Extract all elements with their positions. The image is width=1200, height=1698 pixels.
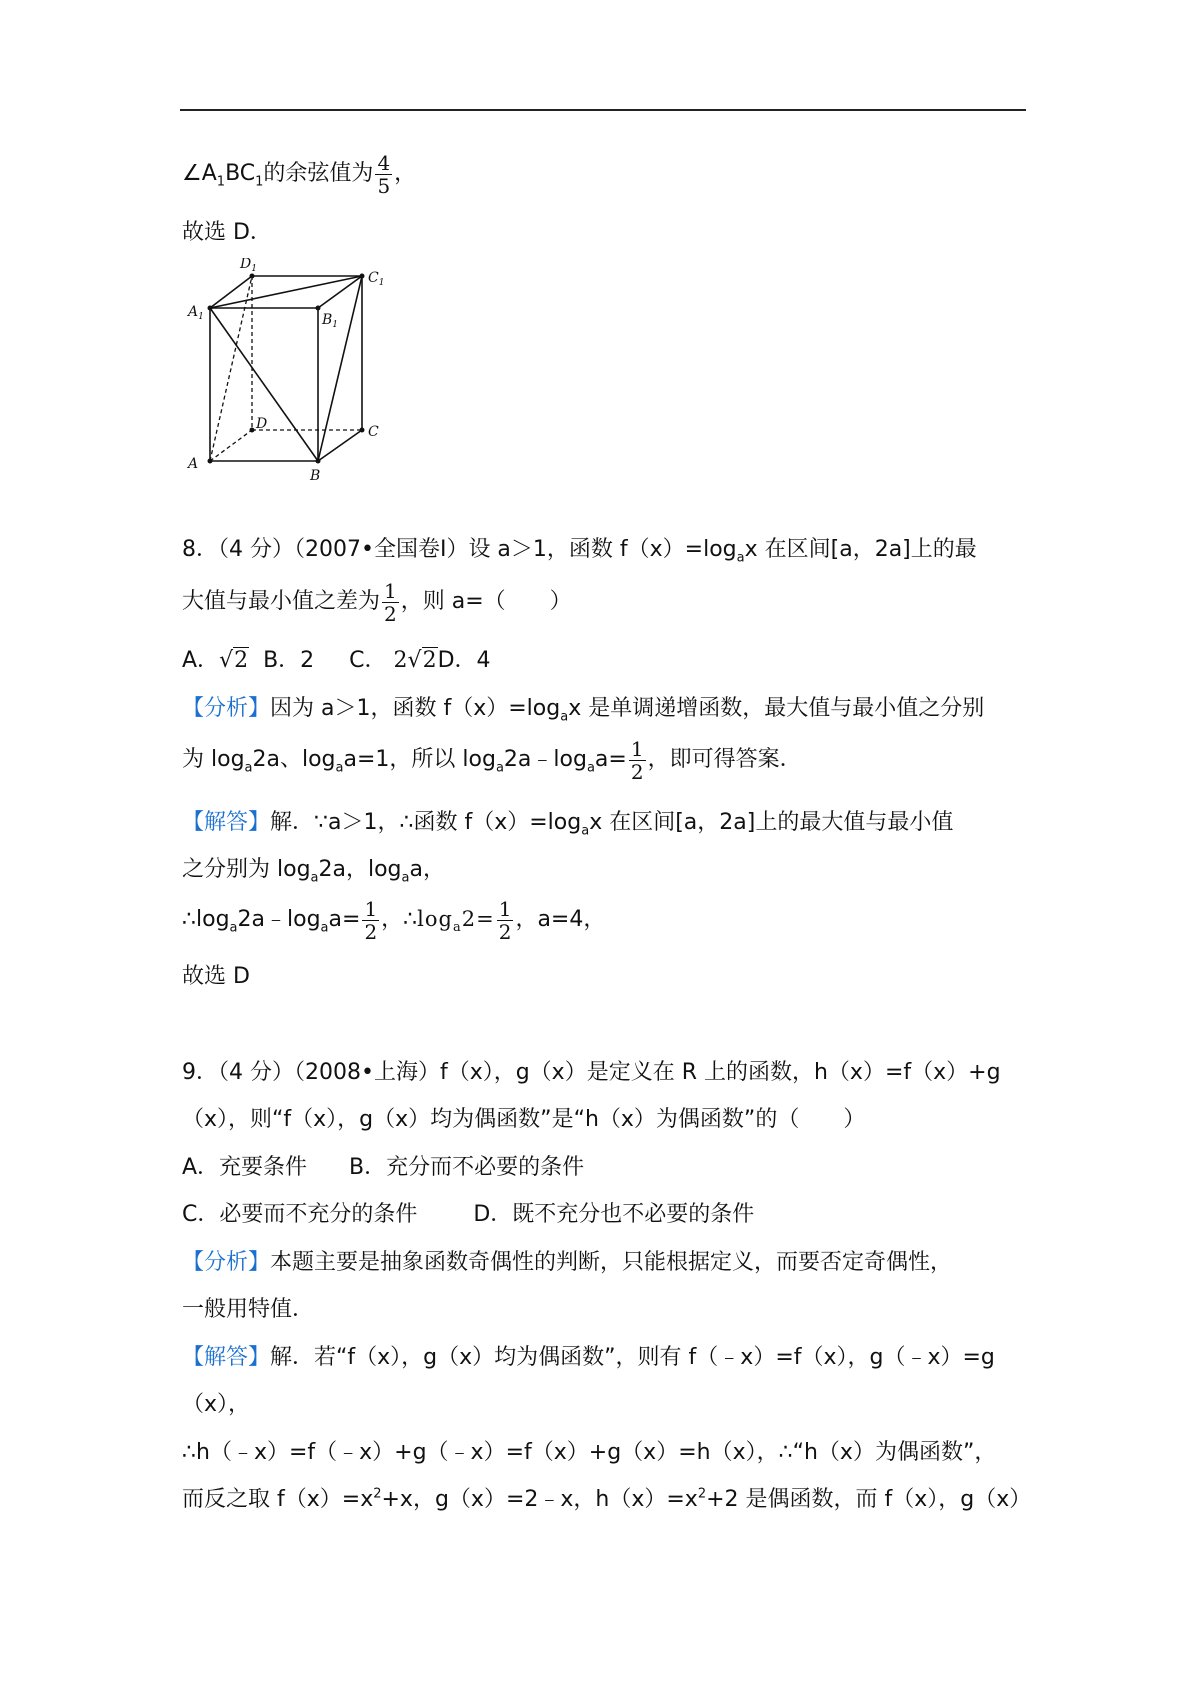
option-a: A．充要条件 bbox=[182, 1155, 308, 1180]
numerator: 4 bbox=[377, 150, 391, 175]
label-b1: $B_1$ bbox=[322, 312, 339, 330]
label-c: C bbox=[368, 424, 379, 440]
analysis-tag: 【分析】 bbox=[182, 1250, 271, 1275]
subscript: 1 bbox=[216, 174, 226, 190]
q9-options-line1 bbox=[182, 1153, 584, 1183]
q9-options-line2 bbox=[182, 1200, 754, 1230]
analysis-tag: 【分析】 bbox=[182, 696, 271, 721]
option-d: D．4 bbox=[437, 648, 491, 673]
label-a: A bbox=[188, 456, 199, 472]
log-expression: $\log_a2=$ bbox=[417, 907, 495, 936]
prism-figure bbox=[182, 258, 392, 488]
option-c-label: C． bbox=[349, 648, 387, 673]
label-a1: $A_1$ bbox=[188, 304, 204, 322]
sqrt-symbol: 2√2 bbox=[393, 648, 437, 673]
q8-analysis-line2: 为 $\log_a2a$、$\log_aa=1$，所以 $\log_a2a﹣\log_aa=$ $\frac{1}{2}$ ，即可得答案． bbox=[182, 736, 802, 784]
q8-stem-line2: 大值与最小值之差为 $\frac{1}{2}$ ，则 a=（ ） bbox=[182, 578, 572, 626]
option-c: C．必要而不充分的条件 bbox=[182, 1202, 418, 1227]
label-b: B bbox=[310, 468, 321, 484]
solution-tag: 【解答】 bbox=[182, 810, 271, 835]
q9-solution-line3: ∴h（﹣x）=f（﹣x）+g（﹣x）=f（x）+g（x）=h（x），∴“h（x）为偶函数”， bbox=[182, 1440, 997, 1465]
q9-analysis-line1: 【分析】本题主要是抽象函数奇偶性的判断，只能根据定义，而要否定奇偶性， bbox=[182, 1250, 953, 1275]
sqrt-symbol: √2 bbox=[219, 648, 249, 673]
label-c1: $C_1$ bbox=[368, 270, 385, 288]
option-a-label: A． bbox=[182, 648, 220, 673]
q8-stem-line1: 8．（4 分）（2007•全国卷Ⅰ）设 a＞1，函数 $f(x)=\log_ax$ 在区间[a，2a]上的最 bbox=[182, 537, 977, 566]
q9-analysis-line2: 一般用特值． bbox=[182, 1297, 315, 1322]
q8-solution-line3: $\therefore\log_a2a﹣\log_aa=$ $\frac{1}{2}$ ，$\therefore\log_a2=$ $\frac{1}{2}$ ，a=4， bbox=[182, 896, 606, 944]
solution-tag: 【解答】 bbox=[182, 1345, 271, 1370]
angle-symbol-text: ∠A bbox=[182, 161, 217, 186]
q9-solution-line2: （x）， bbox=[182, 1392, 251, 1417]
header-rule bbox=[180, 109, 1026, 111]
q8-solution-line2: 之分别为 $\log_a2a$，$\log_aa$， bbox=[182, 857, 445, 886]
fraction: $\frac{1}{2}$ bbox=[498, 896, 512, 944]
q8-solution-line1: 【解答】解．∵a＞1，∴函数 $f(x)=\log_ax$ 在区间[a，2a]上的最大值与最小值 bbox=[182, 810, 954, 839]
q8-answer: 故选 D bbox=[182, 964, 250, 989]
cosine-result-line bbox=[182, 150, 416, 198]
fraction: $\frac{1}{2}$ bbox=[630, 736, 644, 784]
q9-solution-line4: 而反之取 $f(x)=x^2+x$，g（x）=2﹣x，$h(x)=x^2+2$ 是偶函数，而 f（x），g（x） bbox=[182, 1486, 1032, 1512]
denominator: 5 bbox=[377, 173, 391, 198]
option-b: B．2 bbox=[263, 648, 315, 673]
option-d: D．既不充分也不必要的条件 bbox=[473, 1202, 755, 1227]
subscript: 1 bbox=[255, 174, 264, 190]
label-d: D bbox=[256, 416, 268, 432]
q8-analysis-line1: 【分析】因为 a＞1，函数 $f(x)=\log_ax$ 是单调递增函数，最大值与最小值之分别 bbox=[182, 696, 985, 725]
angle-vertex-text: BC bbox=[225, 161, 256, 186]
fraction: $\frac{1}{2}$ bbox=[364, 896, 378, 944]
option-b: B．充分而不必要的条件 bbox=[349, 1155, 585, 1180]
prev-answer-line: 故选 D． bbox=[182, 220, 272, 245]
q9-stem-line1: 9．（4 分）（2008•上海）f（x），g（x）是定义在 R 上的函数，h（x）=f（x）+g bbox=[182, 1060, 1001, 1085]
fraction: $\frac{1}{2}$ bbox=[384, 578, 397, 626]
label-d1: $D_1$ bbox=[240, 258, 257, 274]
fraction bbox=[375, 152, 392, 197]
cosine-text: 的余弦值为 bbox=[263, 161, 374, 186]
q9-stem-line2: （x），则“f（x），g（x）均为偶函数”是“h（x）为偶函数”的（ ） bbox=[182, 1107, 866, 1132]
q8-options bbox=[182, 646, 491, 676]
q9-solution-line1: 【解答】解．若“f（x），g（x）均为偶函数”，则有 f（﹣x）=f（x），g（﹣x）=g bbox=[182, 1345, 995, 1370]
punctuation: ， bbox=[394, 161, 417, 186]
